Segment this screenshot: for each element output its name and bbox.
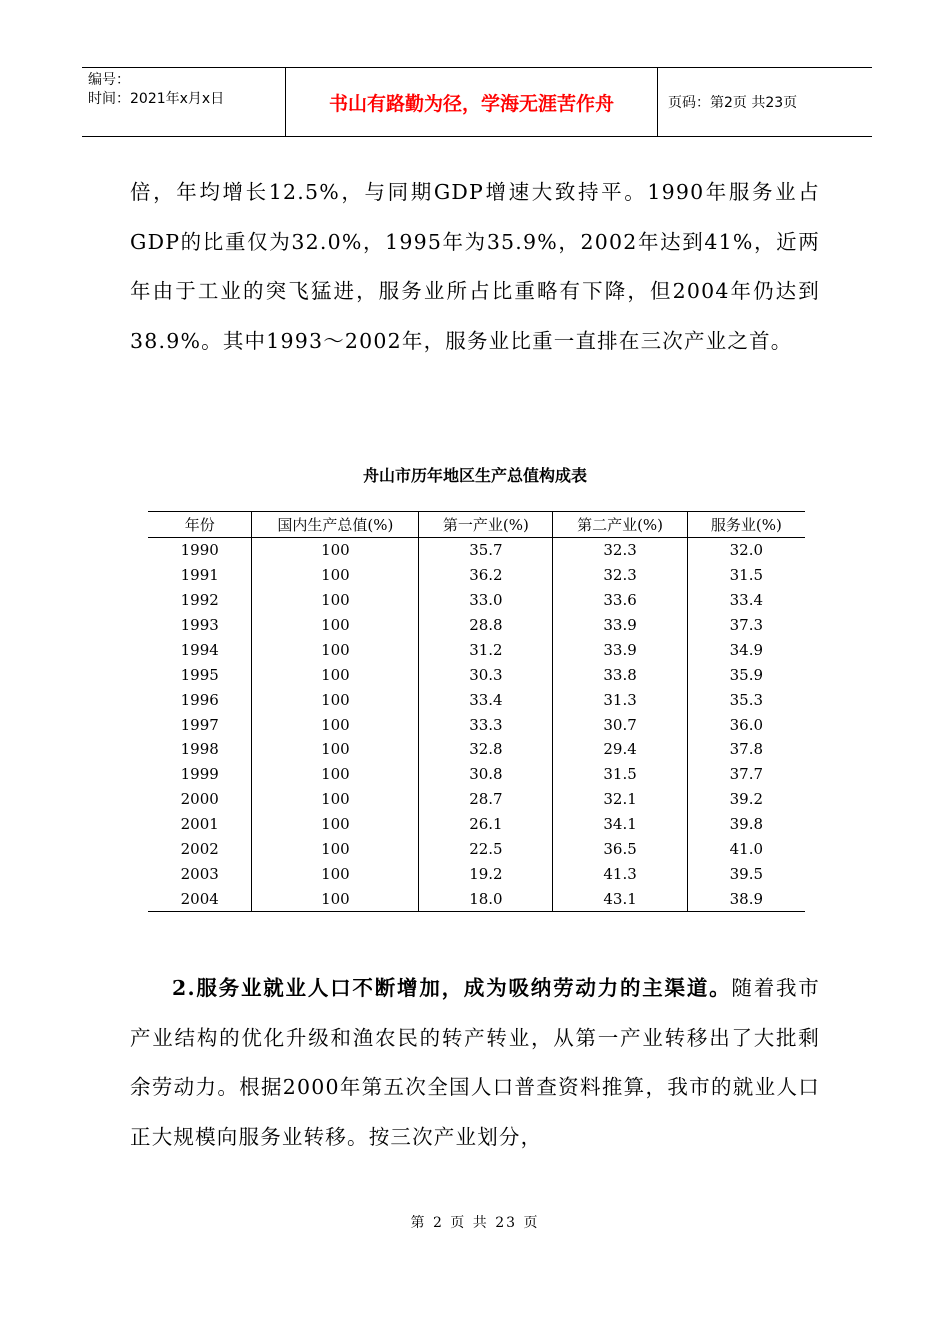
table-cell: 1994 bbox=[180, 640, 219, 659]
table-cell: 100 bbox=[252, 737, 419, 762]
column-header: 年份 bbox=[184, 515, 215, 534]
paragraph-1: 倍，年均增长12.5%，与同期GDP增速大致持平。1990年服务业占GDP的比重仅为32.0%，1995年为35.9%，2002年达到41%，近两年由于工业的突飞猛进，服务业所占比重略有下降，但2004年仍达到38.9%。其中1993～2002年，服务业比重一直排在三次产业之首。 bbox=[130, 180, 820, 353]
table-cell: 100 bbox=[252, 837, 419, 862]
table-cell: 100 bbox=[252, 687, 419, 712]
table-cell: 100 bbox=[252, 787, 419, 812]
table-cell: 2003 bbox=[180, 864, 219, 883]
table-cell: 1997 bbox=[180, 715, 219, 734]
table-cell: 2004 bbox=[180, 889, 219, 908]
table-cell: 31.2 bbox=[419, 637, 553, 662]
number-label: 编号： bbox=[88, 72, 130, 88]
table-cell: 32.1 bbox=[553, 787, 687, 812]
table-cell: 34.9 bbox=[687, 637, 805, 662]
table-cell: 100 bbox=[252, 637, 419, 662]
table-cell: 1993 bbox=[180, 616, 219, 634]
table-cell: 1996 bbox=[180, 690, 219, 709]
time-label: 时间：2021年x月x日 bbox=[88, 91, 225, 107]
table-cell: 28.8 bbox=[419, 613, 553, 638]
table-cell: 100 bbox=[252, 613, 419, 638]
table-cell: 1991 bbox=[180, 566, 219, 585]
table-cell: 100 bbox=[252, 712, 419, 737]
paragraph-2-heading: 2.服务业就业人口不断增加，成为吸纳劳动力的主渠道。 bbox=[172, 976, 732, 1000]
table-cell: 32.3 bbox=[553, 563, 687, 588]
table-header-row bbox=[148, 512, 805, 538]
table-cell: 100 bbox=[252, 563, 419, 588]
table-cell: 26.1 bbox=[419, 812, 553, 837]
column-header: 第一产业(%) bbox=[419, 512, 553, 538]
table-cell: 38.9 bbox=[687, 886, 805, 911]
table-row bbox=[148, 563, 805, 588]
table-cell: 35.3 bbox=[687, 687, 805, 712]
table-row bbox=[148, 762, 805, 787]
gdp-composition-table bbox=[148, 511, 805, 912]
table-cell: 33.9 bbox=[553, 637, 687, 662]
table-cell: 28.7 bbox=[419, 787, 553, 812]
header-page-code: 页码：第2页 共23页 bbox=[668, 95, 798, 111]
table-cell: 33.8 bbox=[553, 662, 687, 687]
table-row bbox=[148, 637, 805, 662]
table-cell: 100 bbox=[252, 861, 419, 886]
table-cell: 100 bbox=[252, 762, 419, 787]
table-cell: 35.9 bbox=[687, 662, 805, 687]
table-cell: 30.3 bbox=[419, 662, 553, 687]
table-cell: 18.0 bbox=[419, 886, 553, 911]
table-cell: 33.6 bbox=[553, 588, 687, 613]
table-cell: 1990 bbox=[180, 541, 219, 560]
table-cell: 32.8 bbox=[419, 737, 553, 762]
table-cell: 1999 bbox=[180, 765, 219, 784]
page-footer: 第 2 页 共 23 页 bbox=[410, 1215, 540, 1231]
table-cell: 2001 bbox=[180, 815, 219, 834]
table-cell: 33.0 bbox=[419, 588, 553, 613]
table-row bbox=[148, 712, 805, 737]
table-cell: 1995 bbox=[180, 665, 219, 684]
table-cell: 29.4 bbox=[553, 737, 687, 762]
table-cell: 37.3 bbox=[687, 613, 805, 638]
table-cell: 1998 bbox=[180, 740, 219, 759]
table-cell: 36.5 bbox=[553, 837, 687, 862]
table-cell: 39.5 bbox=[687, 861, 805, 886]
table-cell: 100 bbox=[252, 588, 419, 613]
header-motto: 书山有路勤为径，学海无涯苦作舟 bbox=[285, 68, 658, 136]
table-cell: 100 bbox=[252, 537, 419, 562]
table-row bbox=[148, 662, 805, 687]
table-title: 舟山市历年地区生产总值构成表 bbox=[362, 466, 587, 485]
table-cell: 32.3 bbox=[553, 537, 687, 562]
table-cell: 31.3 bbox=[553, 687, 687, 712]
table-cell: 43.1 bbox=[553, 886, 687, 911]
table-cell: 36.2 bbox=[419, 563, 553, 588]
table-row bbox=[148, 613, 805, 638]
column-header: 国内生产总值(%) bbox=[252, 512, 419, 538]
table-cell: 33.4 bbox=[419, 687, 553, 712]
table-row bbox=[148, 737, 805, 762]
table-cell: 100 bbox=[252, 812, 419, 837]
table-cell: 30.7 bbox=[553, 712, 687, 737]
paragraph-2-body: 随着我市产业结构的优化升级和渔农民的转产转业，从第一产业转移出了大批剩余劳动力。根据2000年第五次全国人口普查资料推算，我市的就业人口正大规模向服务业转移。按三次产业划分， bbox=[130, 976, 820, 1149]
table-cell: 37.7 bbox=[687, 762, 805, 787]
table-cell: 30.8 bbox=[419, 762, 553, 787]
column-header: 服务业(%) bbox=[687, 512, 805, 538]
table-cell: 35.7 bbox=[419, 537, 553, 562]
table-cell: 32.0 bbox=[687, 537, 805, 562]
table-cell: 36.0 bbox=[687, 712, 805, 737]
table-cell: 34.1 bbox=[553, 812, 687, 837]
column-header: 第二产业(%) bbox=[553, 512, 687, 538]
table-cell: 100 bbox=[252, 886, 419, 911]
paragraph-2 bbox=[130, 964, 820, 1162]
table-cell: 100 bbox=[252, 662, 419, 687]
table-body bbox=[148, 537, 805, 911]
header-meta bbox=[82, 68, 285, 136]
table-row bbox=[148, 687, 805, 712]
table-row bbox=[148, 861, 805, 886]
table-row bbox=[148, 812, 805, 837]
table-cell: 31.5 bbox=[553, 762, 687, 787]
table-cell: 19.2 bbox=[419, 861, 553, 886]
table-cell: 22.5 bbox=[419, 837, 553, 862]
table-row bbox=[148, 537, 805, 562]
table-cell: 33.3 bbox=[419, 712, 553, 737]
table-cell: 39.8 bbox=[687, 812, 805, 837]
table-cell: 39.2 bbox=[687, 787, 805, 812]
page-header bbox=[82, 67, 872, 137]
table-row bbox=[148, 886, 805, 911]
table-row bbox=[148, 787, 805, 812]
table-row bbox=[148, 837, 805, 862]
table-cell: 33.9 bbox=[553, 613, 687, 638]
table-cell: 31.5 bbox=[687, 563, 805, 588]
table-row bbox=[148, 588, 805, 613]
table-cell: 1992 bbox=[180, 591, 219, 610]
table-cell: 2000 bbox=[180, 790, 219, 809]
table-cell: 2002 bbox=[180, 840, 219, 859]
table-cell: 41.0 bbox=[687, 837, 805, 862]
table-cell: 37.8 bbox=[687, 737, 805, 762]
table-cell: 33.4 bbox=[687, 588, 805, 613]
table-cell: 41.3 bbox=[553, 861, 687, 886]
